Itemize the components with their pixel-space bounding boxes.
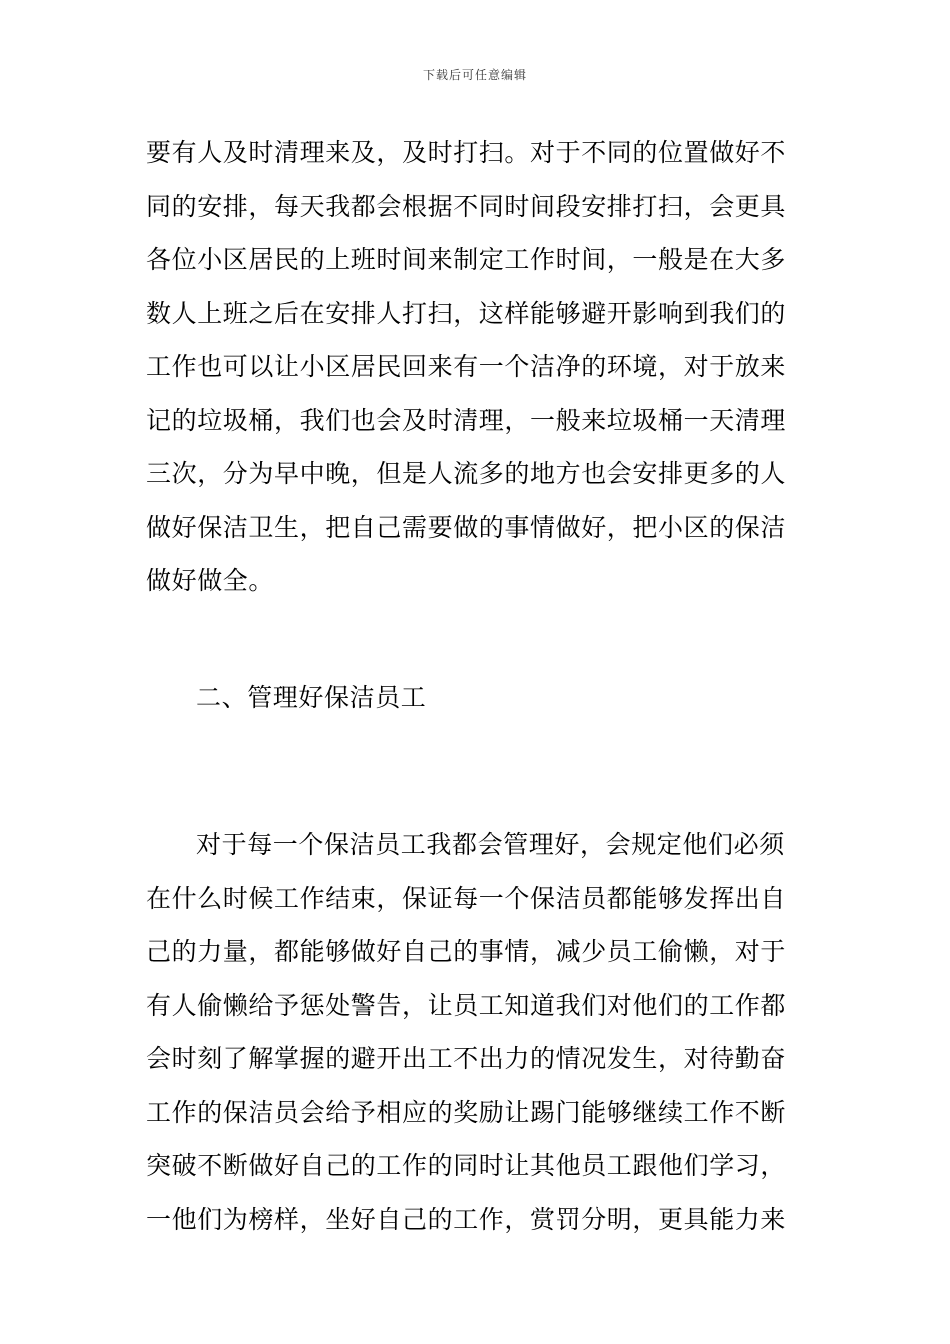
- text-line: 数人上班之后在安排人打扫，这样能够避开影响到我们的: [146, 298, 787, 328]
- text-line: 做好保洁卫生，把自己需要做的事情做好，把小区的保洁: [146, 512, 787, 542]
- paragraph-1: [146, 126, 818, 608]
- page-header: 下载后可任意编辑: [422, 68, 527, 82]
- paragraph-2: [146, 818, 818, 1246]
- text-line: 要有人及时清理来及，及时打扫。对于不同的位置做好不: [146, 138, 787, 167]
- text-line: 有人偷懒给予惩处警告，让员工知道我们对他们的工作都: [146, 990, 787, 1020]
- text-line: 一他们为榜样，坐好自己的工作，赏罚分明，更具能力来: [146, 1204, 787, 1234]
- text-line: 各位小区居民的上班时间来制定工作时间，一般是在大多: [146, 245, 787, 274]
- section-heading: 二、管理好保洁员工: [196, 683, 427, 712]
- text-line: 工作也可以让小区居民回来有一个洁净的环境，对于放来: [146, 352, 787, 381]
- text-line: 突破不断做好自己的工作的同时让其他员工跟他们学习，: [146, 1151, 787, 1180]
- text-line: 在什么时候工作结束，保证每一个保洁员都能够发挥出自: [146, 883, 787, 913]
- text-line: 会时刻了解掌握的避开出工不出力的情况发生，对待勤奋: [146, 1044, 787, 1073]
- text-line: 做好做全。: [146, 566, 275, 595]
- text-line: 工作的保洁员会给予相应的奖励让踢门能够继续工作不断: [146, 1097, 787, 1127]
- text-line: 对于每一个保洁员工我都会管理好，会规定他们必须: [196, 830, 785, 859]
- text-line: 己的力量，都能够做好自己的事情，减少员工偷懒，对于: [146, 937, 787, 966]
- text-line: 记的垃圾桶，我们也会及时清理，一般来垃圾桶一天清理: [146, 405, 787, 435]
- text-line: 三次，分为早中晚，但是人流多的地方也会安排更多的人: [146, 459, 787, 488]
- text-line: 同的安排，每天我都会根据不同时间段安排打扫，会更具: [146, 191, 787, 221]
